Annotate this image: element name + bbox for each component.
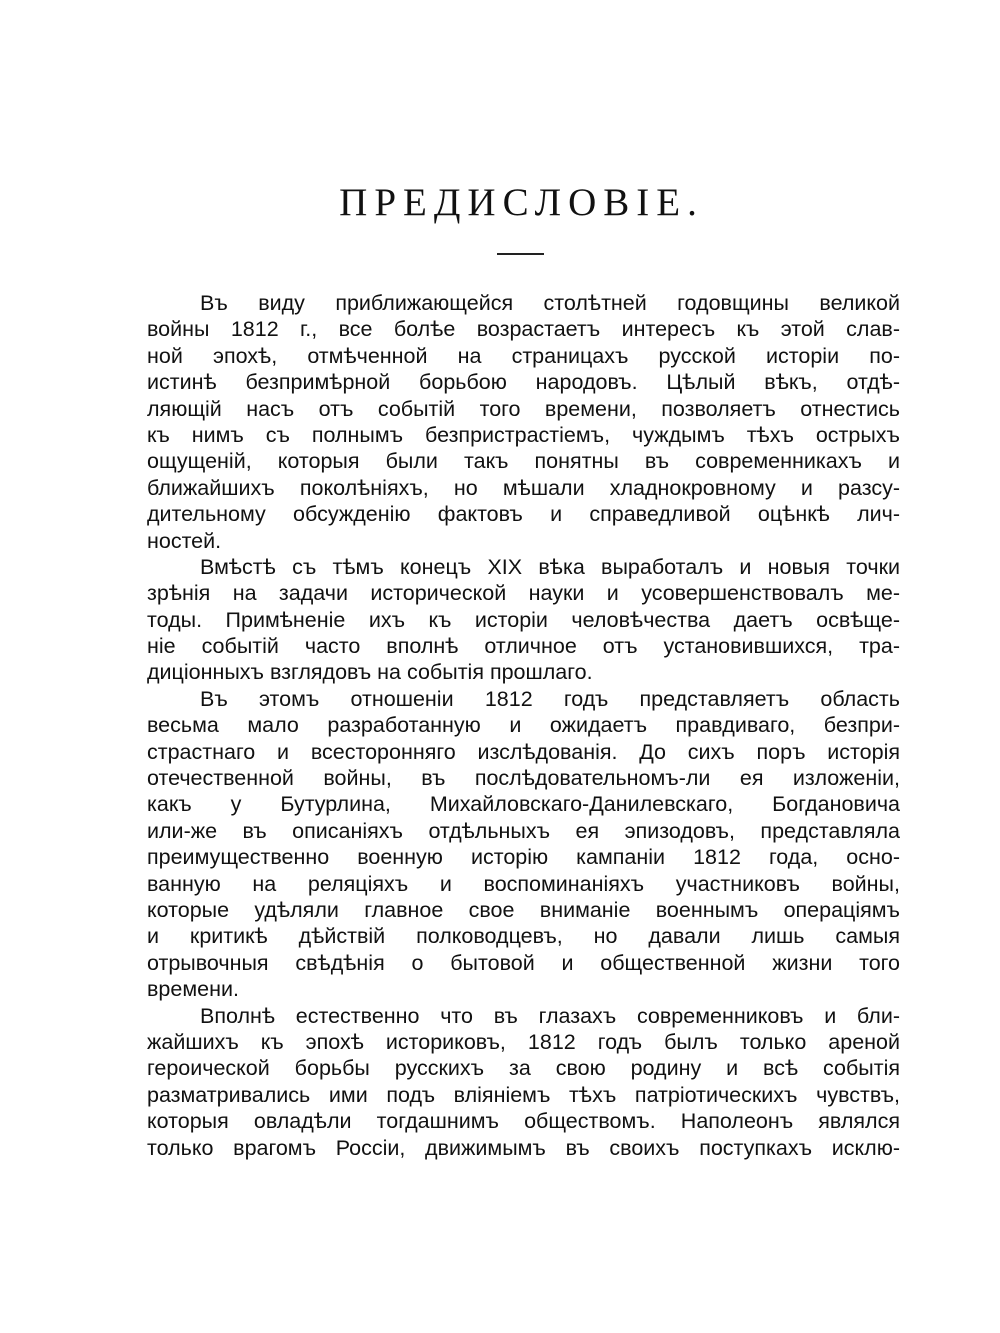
- text-line: или-же въ описанiяхъ отдѣльныхъ ея эпизодовъ, представляла: [147, 818, 900, 843]
- text-line: Вполнѣ естественно что въ глазахъ современниковъ и бли-: [200, 1003, 900, 1028]
- text-line: нiе событiй часто вполнѣ отличное отъ установившихся, тра-: [147, 634, 900, 659]
- text-line: и критикѣ дѣйствiй полководцевъ, но давали лишь самыя: [147, 924, 900, 949]
- text-line: только врагомъ Россiи, движимымъ въ своихъ поступкахъ исклю-: [147, 1135, 900, 1160]
- preface-text: [147, 290, 900, 1161]
- text-line: ближайшихъ поколѣнiяхъ, но мѣшали хладнокровному и разсу-: [147, 475, 900, 500]
- text-line: дительному обсужденiю фактовъ и справедливой оцѣнкѣ лич-: [147, 502, 900, 527]
- text-line: героической борьбы русскихъ за свою родину и всѣ событiя: [147, 1056, 900, 1081]
- text-line: Въ этомъ отношенiи 1812 годъ представляетъ область: [200, 686, 900, 711]
- text-line: которые удѣляли главное свое вниманiе военнымъ операцiямъ: [147, 897, 900, 922]
- text-line: времени.: [147, 977, 239, 1002]
- text-line: весьма мало разработанную и ожидаетъ правдиваго, безпри-: [147, 713, 900, 738]
- text-line: преимущественно военную исторiю кампанiи 1812 года, осно-: [147, 845, 900, 870]
- text-line: истинѣ безпримѣрной борьбою народовъ. Цѣлый вѣкъ, отдѣ-: [147, 370, 900, 395]
- text-line: Вмѣстѣ съ тѣмъ конецъ XIX вѣка выработалъ и новыя точки: [200, 554, 900, 579]
- text-line: отрывочныя свѣдѣнiя о бытовой и общественной жизни того: [147, 950, 900, 975]
- text-line: страстнаго и всесторонняго изслѣдованiя. До сихъ поръ исторiя: [147, 739, 900, 764]
- text-line: къ нимъ съ полнымъ безпристрастiемъ, чуждымъ тѣхъ острыхъ: [147, 422, 900, 447]
- text-line: ощущенiй, которыя были такъ понятны въ современникахъ и: [147, 449, 900, 474]
- title-divider: [497, 253, 544, 255]
- text-line: жайшихъ къ эпохѣ историковъ, 1812 годъ былъ только ареной: [147, 1029, 900, 1054]
- text-line: ляющiй насъ отъ событiй того времени, позволяетъ отнестись: [147, 396, 900, 421]
- text-line: отечественной войны, въ послѣдовательномъ-ли ея изложенiи,: [147, 766, 900, 791]
- text-line: ностей.: [147, 528, 222, 553]
- text-line: Въ виду приближающейся столѣтней годовщины великой: [200, 291, 900, 315]
- page-title: ПРЕДИСЛОВIЕ.: [339, 181, 704, 224]
- text-line: войны 1812 г., все болѣе возрастаетъ интересъ къ этой слав-: [147, 317, 900, 342]
- text-line: какъ у Бутурлина, Михайловскаго-Данилевскаго, Богдановича: [147, 792, 900, 817]
- text-line: ной эпохѣ, отмѣченной на страницахъ русской исторiи по-: [147, 343, 900, 368]
- text-line: которыя овладѣли тогдашнимъ обществомъ. Наполеонъ являлся: [147, 1109, 900, 1134]
- text-line: зрѣнiя на задачи исторической науки и усовершенствовалъ ме-: [147, 581, 900, 606]
- text-line: ванную на реляцiяхъ и воспоминанiяхъ участниковъ войны,: [147, 871, 900, 896]
- text-line: дицiонныхъ взглядовъ на событiя прошлаго.: [147, 660, 593, 685]
- text-line: разматривались ими подъ влiянiемъ тѣхъ патрiотическихъ чувствъ,: [147, 1082, 900, 1107]
- text-line: тоды. Примѣненiе ихъ къ исторiи человѣчества даетъ освѣще-: [147, 607, 900, 632]
